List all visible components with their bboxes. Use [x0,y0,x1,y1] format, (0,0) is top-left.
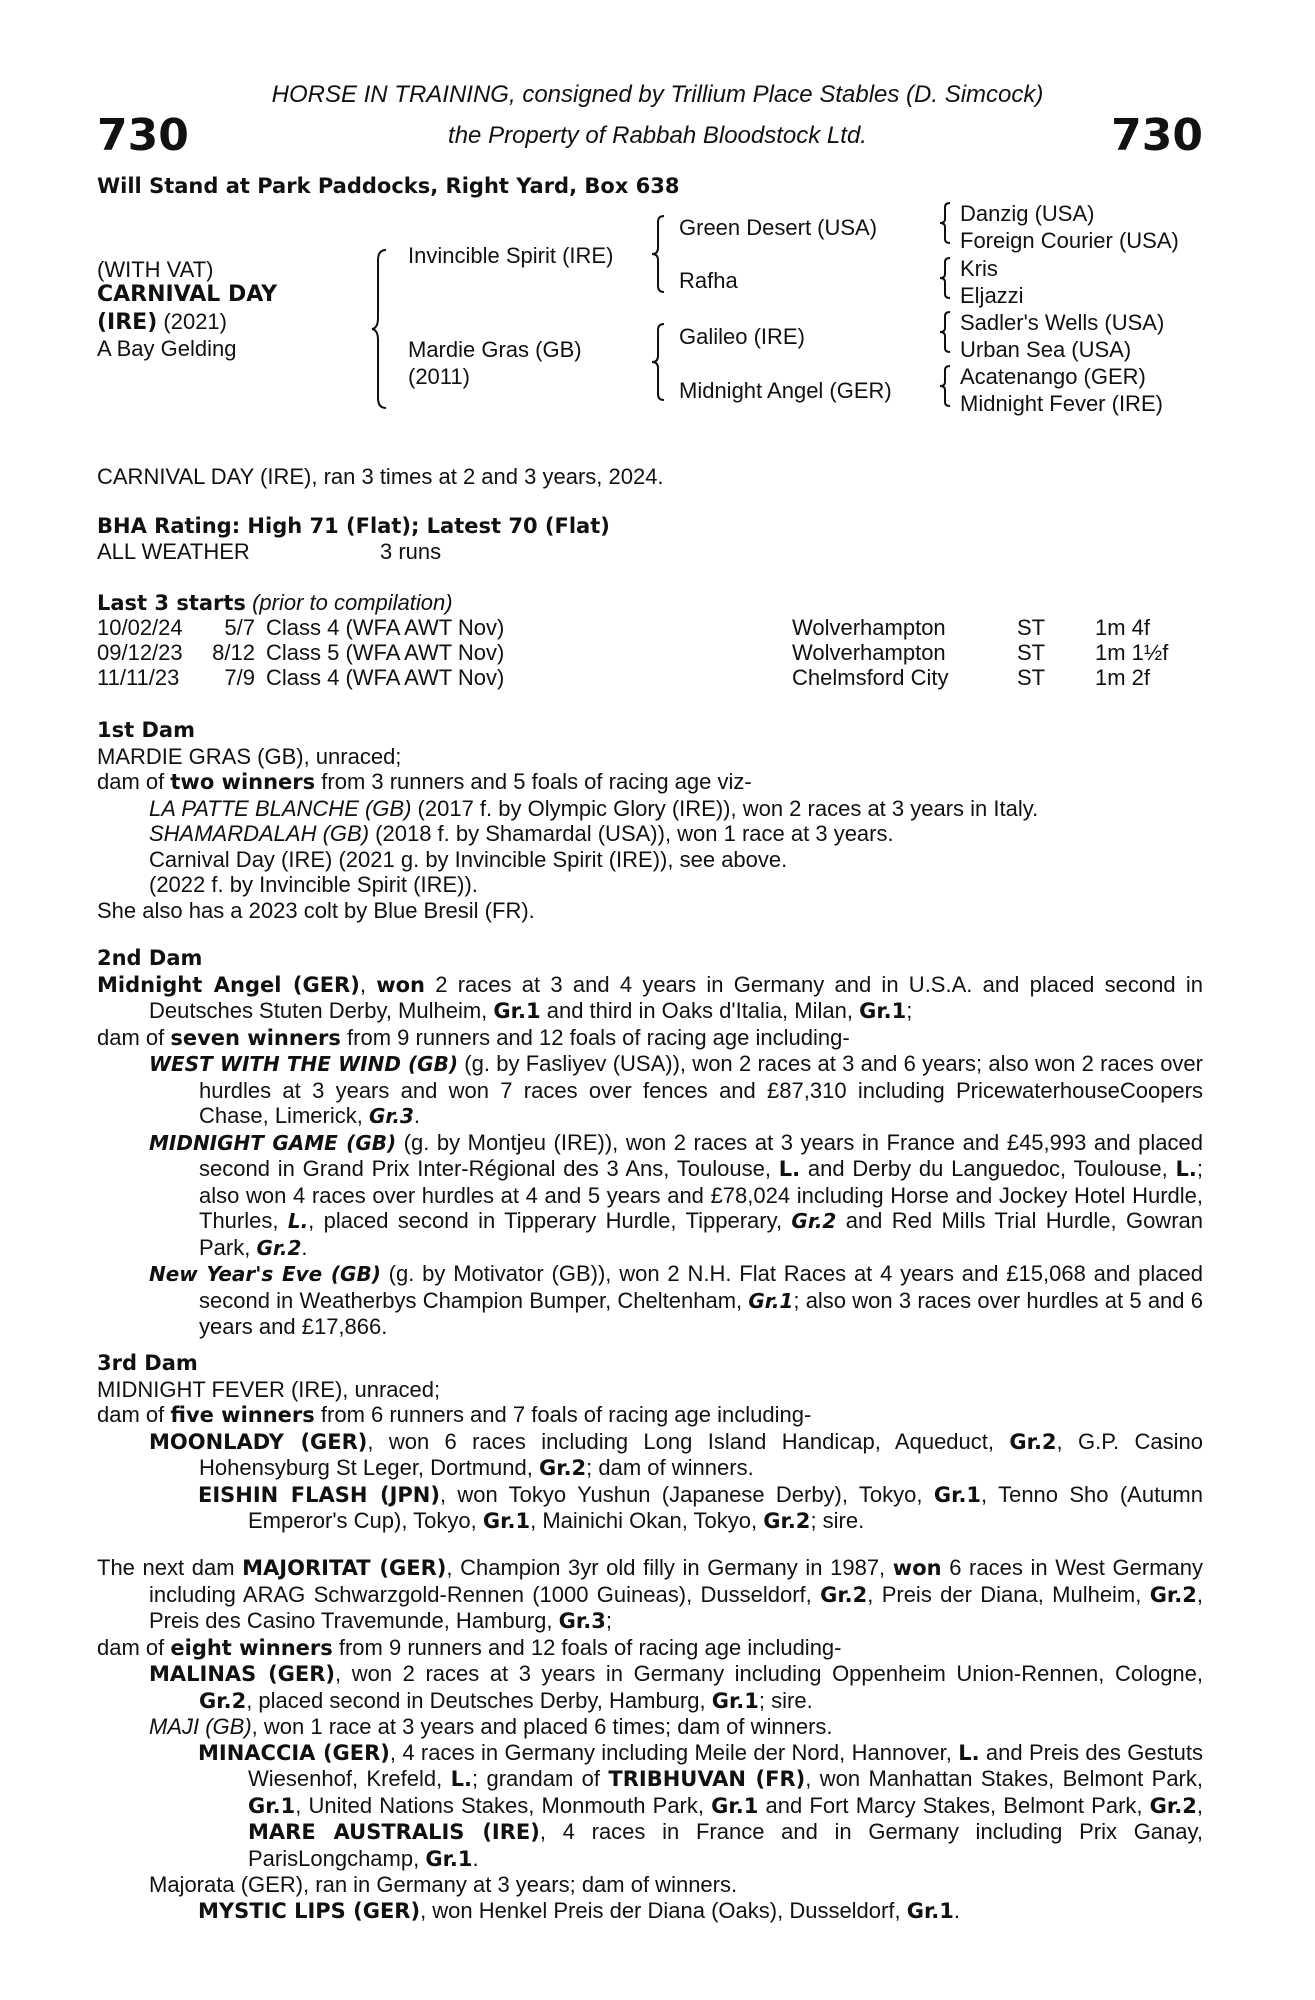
text-run: Gr.3 [558,1609,606,1633]
start-row [97,665,1195,690]
start-going: ST [1017,615,1046,640]
start-pos: 7/9 [224,665,255,690]
first-dam-line: MARDIE GRAS (GB), unraced; [97,743,402,769]
text-run: , 4 races in Germany including Meile der Nord, Hannover, [389,1739,959,1765]
start-pos: 8/12 [212,640,255,665]
start-dist: 1m 2f [1095,665,1151,690]
sire-dam: Rafha [679,268,738,293]
text-run: Gr.1 [859,999,907,1023]
produce-4: (2022 f. by Invincible Spirit (IRE)). [149,872,478,897]
text-run: L. [1175,1157,1197,1181]
pedigree-brace-dam [650,322,666,402]
owner-line: the Property of Rabbah Bloodstock Ltd. [448,122,867,149]
text-run: . [472,1845,479,1871]
pedigree-brace-main [370,248,390,410]
text-run: (g. by Fasliyev (USA)), won 2 races at 3 and 6 years; also won 2 races over hurdles at 3 years and won 7 races over fences and £87,310 including PricewaterhouseCoopers Chase, Limerick, [199,1051,1203,1128]
next-dam-produce-line [97,1635,1203,1662]
text-run: Gr.2 [820,1582,868,1607]
text-run: , won Manhattan Stakes, Belmont Park, [805,1766,1203,1791]
text-run: , United Nations Stakes, Monmouth Park, [295,1792,712,1818]
vat-label: (WITH VAT) [97,257,214,282]
second-dam-record [97,972,1203,1025]
ancestor-7: Acatenango (GER) [960,364,1146,389]
text-run: dam of [97,1402,171,1427]
text-run: , won 6 races including Long Island Handicap, Aqueduct, [367,1428,1010,1454]
dam-dam: Midnight Angel (GER) [679,378,892,403]
text-run: and Fort Marcy Stakes, Belmont Park, [758,1792,1150,1818]
text-run: (2018 f. by Shamardal (USA)), won 1 race at 3 years. [369,821,894,846]
text-run: , [359,971,377,997]
next-dam-section [97,1555,1203,1924]
last-starts-header [97,590,453,616]
text-run: EISHIN FLASH (JPN) [198,1482,440,1507]
ancestor-5: Sadler's Wells (USA) [960,310,1165,335]
last-starts-subtitle: (prior to compilation) [252,590,453,615]
produce-1 [149,796,1203,822]
offspring-minaccia [198,1740,1203,1873]
offspring-malinas [149,1661,1203,1714]
text-run: MYSTIC LIPS (GER) [198,1898,421,1923]
offspring-new-years-eve [149,1261,1203,1340]
text-run: from 9 runners and 12 foals of racing age including- [332,1634,842,1660]
text-run: Gr.1 [482,1509,531,1533]
text-run: ; sire. [758,1687,813,1713]
text-run: ; dam of winners. [586,1455,754,1480]
text-run: (g. by Montjeu (IRE)), won 2 races at 3 years in France and £45,993 and placed second in Grand Prix Inter-Régional des 3 Ans, Toulouse, [199,1129,1203,1181]
text-run: TRIBHUVAN (FR) [608,1767,806,1791]
text-run: ; [906,998,913,1023]
dam-name: Mardie Gras (GB) [408,337,582,362]
surface-label: ALL WEATHER [97,539,250,564]
start-race: Class 5 (WFA AWT Nov) [266,640,505,665]
text-run: Gr.2 [199,1688,247,1713]
text-run: , won 1 race at 3 years and placed 6 times; dam of winners. [251,1714,833,1739]
start-going: ST [1017,665,1046,690]
sire-sire: Green Desert (USA) [679,215,878,240]
produce-3: Carnival Day (IRE) (2021 g. by Invincible Spirit (IRE)), see above. [149,846,788,872]
start-date: 10/02/24 [97,615,183,640]
first-dam-produce-line [97,769,1203,796]
text-run: , Mainichi Okan, Tokyo, [530,1508,764,1533]
pedigree-brace-g1 [938,201,952,245]
text-run: L. [778,1157,801,1181]
ancestor-8: Midnight Fever (IRE) [960,391,1163,416]
text-run: Gr.1 [425,1846,473,1871]
next-dam-record [97,1555,1203,1635]
first-dam-section [97,718,1203,923]
ancestor-4: Eljazzi [960,283,1024,308]
offspring-moonlady [149,1429,1203,1482]
text-run: MAJI (GB) [149,1714,252,1739]
offspring-west-with-the-wind [149,1051,1203,1130]
text-run: won [892,1556,942,1580]
text-run: MARE AUSTRALIS (IRE) [248,1820,540,1844]
dam-year: (2011) [408,364,470,389]
second-dam-section [97,946,1203,1340]
text-run: The next dam [97,1555,243,1580]
start-course: Wolverhampton [792,640,946,665]
text-run: , Preis des Casino Travemunde, Hamburg, [149,1581,1204,1633]
text-run: Gr.1 [748,1288,794,1313]
offspring-midnight-game [149,1130,1203,1262]
text-run: ; grandam of [471,1766,609,1791]
start-date: 09/12/23 [97,640,183,665]
text-run: LA PATTE BLANCHE (GB) [149,795,412,821]
text-run: Gr.2 [763,1509,811,1533]
text-run: from 3 runners and 5 foals of racing age viz- [315,769,752,794]
start-dist: 1m 1½f [1095,640,1169,665]
text-run: Gr.2 [538,1456,587,1480]
text-run: 6 races in West Germany including ARAG Schwarzgold-Rennen (1000 Guineas), Dusseldorf, [149,1555,1204,1607]
third-dam-line: MIDNIGHT FEVER (IRE), unraced; [97,1376,441,1402]
text-run: MINACCIA (GER) [198,1740,390,1765]
third-dam-produce-line [97,1402,1203,1429]
offspring-eishin-flash [198,1482,1203,1535]
text-run: Gr.1 [711,1793,759,1818]
text-run: eight winners [170,1635,333,1660]
text-run: , G.P. Casino Hohensyburg St Leger, Dortmund, [199,1428,1203,1480]
horse-origin-year [97,309,227,335]
text-run: Gr.2 [1149,1582,1197,1607]
start-dist: 1m 4f [1095,615,1151,640]
text-run: MOONLADY (GER) [149,1429,368,1454]
text-run: and Derby du Languedoc, Toulouse, [800,1156,1176,1181]
text-run: (2017 f. by Olympic Glory (IRE)), won 2 races at 3 years in Italy. [411,795,1039,821]
text-run: , Preis der Diana, Mulheim, [867,1581,1150,1607]
horse-name: CARNIVAL DAY [97,282,278,307]
offspring-maji [149,1714,1203,1740]
text-run: dam of [97,1024,171,1050]
start-row [97,640,1195,665]
text-run: Gr.2 [256,1235,302,1260]
horse-description: A Bay Gelding [97,336,237,361]
text-run: dam of [97,769,171,794]
text-run: L. [450,1767,472,1791]
lot-number-left: 730 [97,110,189,161]
start-race: Class 4 (WFA AWT Nov) [266,615,505,640]
text-run: ; also won 4 races over hurdles at 4 and 5 years and £78,024 including Horse and Jockey Hotel Hurdle, Thurles, [199,1156,1204,1233]
text-run: Gr.1 [933,1482,982,1507]
offspring-mystic-lips [198,1898,1203,1925]
text-run: 2 races at 3 and 4 years in Germany and in U.S.A. and placed second in Deutsches Stuten Derby, Mulheim, [149,971,1203,1023]
horse-year: (2021) [163,309,227,334]
text-run: . [413,1103,421,1128]
text-run: and Preis des Gestuts Wiesenhof, Krefeld, [248,1739,1203,1791]
text-run: SHAMARDALAH (GB) [149,821,370,846]
text-run: ; also won 3 races over hurdles at 5 and 6 years and £17,866. [199,1287,1203,1339]
text-run: Gr.2 [791,1209,837,1233]
text-run: and third in Oaks d'Italia, Milan, [540,998,860,1023]
text-run: MIDNIGHT GAME (GB) [149,1130,397,1155]
text-run: WEST WITH THE WIND (GB) [149,1052,458,1076]
first-dam-title: 1st Dam [97,718,195,742]
start-row [97,615,1195,640]
sire-name: Invincible Spirit (IRE) [408,243,614,268]
text-run: and Red Mills Trial Hurdle, Gowran Park, [199,1208,1203,1260]
location-line: Will Stand at Park Paddocks, Right Yard, Box 638 [97,174,680,198]
second-dam-title: 2nd Dam [97,946,203,970]
horse-origin: (IRE) [97,310,158,335]
text-run: , won 2 races at 3 years in Germany including Oppenheim Union-Rennen, Cologne, [335,1661,1204,1686]
ancestor-6: Urban Sea (USA) [960,337,1132,362]
ancestor-1: Danzig (USA) [960,201,1095,226]
text-run: MAJORITAT (GER) [242,1556,447,1580]
start-date: 11/11/23 [97,665,180,690]
last-starts-title: Last 3 starts [97,591,246,615]
text-run: , [1196,1792,1203,1818]
text-run: Midnight Angel (GER) [97,972,360,997]
text-run: . [301,1234,308,1260]
text-run: , Champion 3yr old filly in Germany in 1987, [446,1555,893,1580]
text-run: dam of [97,1634,171,1660]
third-dam-section [97,1351,1203,1535]
last-starts-table [97,615,1195,690]
offspring-majorata: Majorata (GER), ran in Germany at 3 years; dam of winners. [149,1872,738,1897]
start-course: Wolverhampton [792,615,946,640]
text-run: five winners [170,1403,315,1427]
bha-rating: BHA Rating: High 71 (Flat); Latest 70 (Flat) [97,514,610,538]
text-run: , won Tokyo Yushun (Japanese Derby), Tokyo, [439,1481,934,1507]
pedigree-brace-g2 [938,256,952,300]
lot-number-right: 730 [1111,110,1203,161]
text-run: Gr.2 [1149,1793,1197,1818]
text-run: , placed second in Deutsches Derby, Hamburg, [246,1687,712,1713]
ancestor-2: Foreign Courier (USA) [960,228,1179,253]
text-run: seven winners [170,1025,341,1050]
text-run: from 9 runners and 12 foals of racing age including- [340,1024,850,1050]
start-race: Class 4 (WFA AWT Nov) [266,665,505,690]
text-run: . [953,1897,961,1923]
third-dam-title: 3rd Dam [97,1351,198,1375]
text-run: L. [287,1209,309,1233]
text-run: , Tenno Sho (Autumn Emperor's Cup), Tokyo, [248,1481,1203,1533]
pedigree-brace-sire [650,214,666,294]
surface-runs: 3 runs [380,539,442,564]
text-run: Gr.2 [1009,1429,1057,1454]
text-run: MALINAS (GER) [149,1662,336,1686]
text-run: ; [605,1608,612,1633]
text-run: , won Henkel Preis der Diana (Oaks), Dusseldorf, [420,1897,907,1923]
text-run: , 4 races in France and in Germany including Prix Ganay, ParisLongchamp, [248,1819,1203,1871]
text-run: Gr.1 [906,1898,954,1923]
first-dam-note: She also has a 2023 colt by Blue Bresil (FR). [97,897,535,923]
ancestor-3: Kris [960,256,998,281]
pedigree-brace-g4 [938,364,952,408]
start-going: ST [1017,640,1046,665]
start-pos: 5/7 [224,615,255,640]
text-run: Gr.1 [248,1793,296,1818]
text-run: New Year's Eve (GB) [149,1262,381,1286]
race-summary: CARNIVAL DAY (IRE), ran 3 times at 2 and 3 years, 2024. [97,464,664,489]
text-run: Gr.1 [493,999,541,1023]
text-run: , placed second in Tipperary Hurdle, Tipperary, [308,1208,792,1233]
text-run: Gr.3 [368,1104,414,1128]
second-dam-produce-line [97,1025,1203,1052]
text-run: (g. by Motivator (GB)), won 2 N.H. Flat Races at 4 years and £15,068 and placed second in Weatherbys Champion Bumper, Cheltenham, [199,1261,1204,1313]
consignor-line: HORSE IN TRAINING, consigned by Trillium Place Stables (D. Simcock) [271,81,1044,108]
text-run: two winners [170,770,316,794]
start-course: Chelmsford City [792,665,949,690]
pedigree-brace-g3 [938,310,952,354]
dam-sire: Galileo (IRE) [679,324,805,349]
text-run: from 6 runners and 7 foals of racing age including- [314,1402,812,1427]
text-run: Gr.1 [711,1688,759,1713]
text-run: L. [958,1740,980,1765]
produce-2 [149,821,1203,847]
text-run: ; sire. [810,1508,865,1533]
text-run: won [376,972,425,997]
